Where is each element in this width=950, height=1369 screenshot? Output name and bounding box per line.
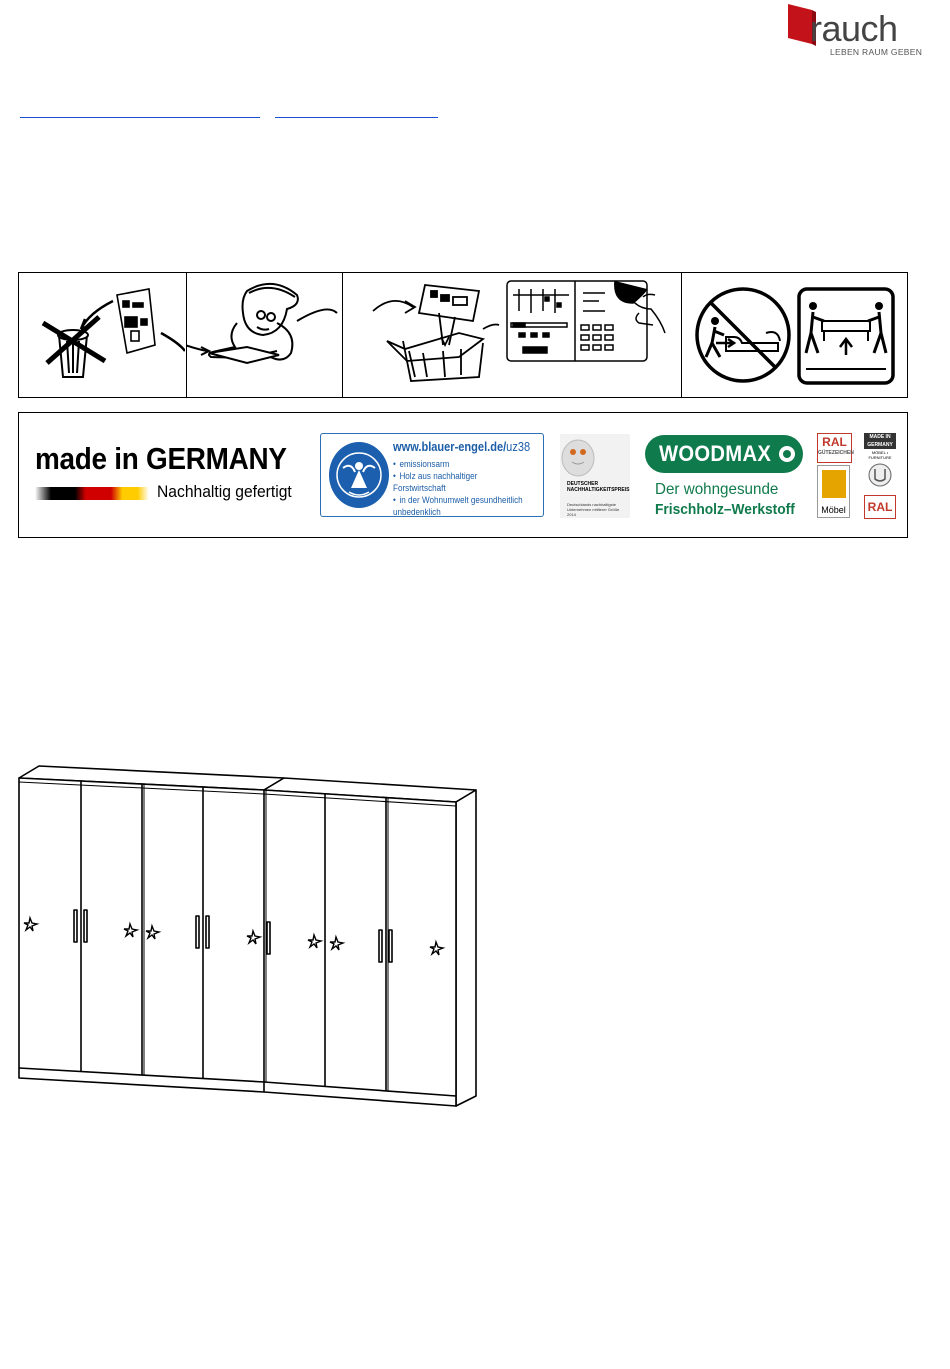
- blauer-engel-badge: [320, 433, 544, 517]
- wardrobe-drawing: [14, 760, 484, 1110]
- read-manual-icon: [187, 273, 341, 397]
- no-dragging-icon: [697, 289, 789, 381]
- cell-keep-documents: [343, 273, 682, 397]
- link-underline-1[interactable]: [20, 114, 260, 118]
- instruction-strip: [18, 272, 908, 398]
- certificates-strip: [18, 412, 908, 538]
- mig-small-badge: MADE IN GERMANY MÖBEL • FURNITURE RAL: [864, 433, 896, 519]
- rauch-logo: [786, 2, 923, 62]
- flag-red: [75, 487, 111, 500]
- brand-word: rauch: [810, 8, 898, 49]
- mig-subtitle: Nachhaltig gefertigt: [157, 482, 292, 501]
- dnp-subtitle: Deutschlands nachhaltigste Unternehmen mittlerer Größe 2014: [567, 502, 620, 517]
- moebel-mark-icon: [822, 470, 846, 498]
- flag-black: [35, 487, 75, 500]
- list-item: • in der Wohnumwelt gesundheitlich unbedenklich: [393, 494, 528, 518]
- ral-moebel-badge: Möbel: [817, 465, 850, 518]
- list-item: • Holz aus nachhaltiger Forstwirtschaft: [393, 470, 528, 494]
- flag-gold: [111, 487, 149, 500]
- mig-title: made in GERMANY: [35, 441, 287, 476]
- woodmax-dot-icon: [779, 446, 795, 462]
- woodmax-line1: Der wohngesunde: [655, 481, 779, 498]
- cell-read-manual: [187, 273, 343, 397]
- blauer-engel-icon: [329, 442, 389, 508]
- quality-seal-icon: [868, 463, 892, 487]
- cell-no-trash: [19, 273, 187, 397]
- blauer-engel-list: [393, 458, 528, 518]
- woodmax-pill: WOODMAX: [645, 435, 803, 473]
- nachhaltigkeitspreis-badge: [560, 434, 630, 518]
- award-icon: [560, 434, 630, 480]
- lift-furniture-icon: [799, 289, 893, 383]
- brand-tagline: LEBEN RAUM GEBEN: [830, 47, 923, 57]
- list-item: • emissionsarm: [393, 458, 528, 470]
- dnp-title: DEUTSCHER NACHHALTIGKEITSPREIS: [567, 481, 630, 493]
- ral-guetezeichen-badge: RAL GÜTEZEICHEN: [817, 433, 852, 463]
- blauer-engel-url[interactable]: www.blauer-engel.de/uz38: [393, 439, 531, 454]
- woodmax-line2: Frischholz–Werkstoff: [655, 502, 795, 518]
- peel-label-icon: [507, 281, 665, 361]
- cell-handling: [682, 273, 907, 397]
- no-trash-icon: [43, 317, 105, 377]
- link-underline-2[interactable]: [275, 114, 438, 118]
- keep-documents-icon: [373, 285, 499, 381]
